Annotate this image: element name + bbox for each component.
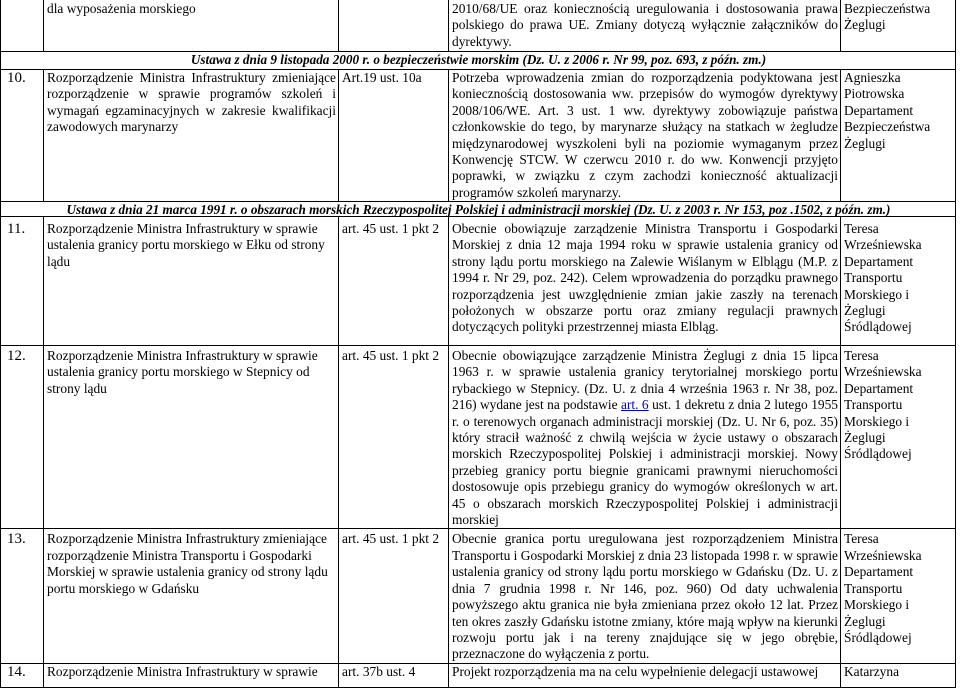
section-header-row — [1, 52, 956, 70]
section-heading: Ustawa z dnia 21 marca 1991 r. o obszarach morskich Rzeczypospolitej Polskiej i administracji morskiej (Dz. U. z 2003 r. Nr 153, poz .1502, z późn. zm.) — [1, 202, 956, 220]
responsible-person: Teresa Wrześniewska Departament Transportu Morskiego i Żeglugi Śródlądowej — [841, 346, 956, 529]
row-number: 10. — [1, 70, 44, 202]
justification: Obecnie granica portu uregulowana jest rozporządzeniem Ministra Transportu i Gospodarki Morskiej z dnia 23 listopada 1998 r. w sprawie ustalenia granicy od strony lądu portu morskiego w Gdańsku (Dz. U. z dnia 7 grudnia 1998 r. Nr 146, poz. 960) Od daty uchwalenia powyższego aktu granica nie była zmieniana przez około 12 lat. Przez ten okres zaszły Gdańsku istotne zmiany, które mają wpływ na kierunki rozwoju portu jak i na tereny znajdujące się w jego obrębie, przeznaczone do wyłączenia z portu. — [449, 529, 841, 663]
row-number — [1, 0, 44, 52]
row-number: 14. — [1, 663, 44, 687]
article-link[interactable]: art. 6 — [620, 397, 649, 413]
justification: 2010/68/UE oraz koniecznością uregulowania i dostosowania prawa polskiego do prawa UE. Zmiany dotyczą wyłącznie załączników do dyrektywy. — [449, 0, 841, 52]
table-row — [1, 529, 956, 663]
legislative-table-lower — [0, 216, 956, 688]
responsible-person: Agnieszka Piotrowska Departament Bezpieczeństwa Żeglugi — [841, 70, 956, 202]
act-title: dla wyposażenia morskiego — [44, 0, 339, 52]
justification: Potrzeba wprowadzenia zmian do rozporządzenia podyktowana jest koniecznością dostosowania ww. przepisów do wymogów dyrektywy 2008/106/WE. Art. 3 ust. 1 ww. dyrektywy zobowiązuje państwa członkowskie do tego, by marynarze służący na statkach w żegludze międzynarodowej wyszkoleni byli na poziomie wymaganym przez Konwencję STCW. W czerwcu 2010 r. do ww. Konwencji przyjęto poprawki, w związku z czym zachodzi konieczność aktualizacji programów szkoleń marynarzy. — [449, 70, 841, 202]
act-title: Rozporządzenie Ministra Infrastruktury w sprawie ustalenia granicy portu morskiego w Ełku od strony lądu — [44, 217, 339, 346]
justification-text: Obecnie obowiązujące zarządzenie Ministra Żeglugi z dnia 15 lipca 1963 r. w sprawie ustalenia granicy terytorialnej morskiego portu rybackiego w Stepnicy. (Dz. U. z dnia 4 września 1963 r. Nr 38, poz. 216) wydane jest na podstawie — [452, 348, 838, 413]
responsible-person: Teresa Wrześniewska Departament Transportu Morskiego i Żeglugi Śródlądowej — [841, 529, 956, 663]
table-row — [1, 70, 956, 202]
legal-basis: art. 45 ust. 1 pkt 2 — [339, 529, 449, 663]
justification-text: ust. 1 dekretu z dnia 2 lutego 1955 r. o terenowych organach administracji morskiej (Dz. U. Nr 6, poz. 35) który stracił ważność z chwilą wejścia w życie ustawy o obszarach morskich Rzeczypospolitej Polskiej i administracji morskiej. Nowy przebieg granicy portu biegnie granicami prawnymi nieruchomości dostosowuje opis przebiegu granicy do wymogów określonych w art. 45 o obszarach morskich Rzeczypospolitej Polskiej i administracji morskiej — [452, 397, 838, 528]
responsible-person: Bezpieczeństwa Żeglugi — [841, 0, 956, 52]
legal-basis: art. 45 ust. 1 pkt 2 — [339, 217, 449, 346]
responsible-person: Katarzyna — [841, 663, 956, 687]
act-title: Rozporządzenie Ministra Infrastruktury w sprawie — [44, 663, 339, 687]
act-title: Rozporządzenie Ministra Infrastruktury zmieniające rozporządzenie w sprawie programów szkoleń i wymagań egzaminacyjnych w zakresie kwalifikacji zawodowych marynarzy — [44, 70, 339, 202]
legal-basis: Art.19 ust. 10a — [339, 70, 449, 202]
justification: Obecnie obowiązuje zarządzenie Ministra Transportu i Gospodarki Morskiej z dnia 12 maja 1994 roku w sprawie ustalenia granicy od strony lądu portu morskiego na Zalewie Wiślanym w Elblągu (M.P. z 1994 r. Nr 29, poz. 242). Celem wprowadzenia do porządku prawnego rozporządzenia jest uwzględnienie zmian jakie zaszły na terenach położonych w obszarze portu oraz zmiany regulacji prawnych dotyczących polityki przestrzennej miasta Elbląg. — [449, 217, 841, 346]
justification — [449, 346, 841, 529]
legal-basis — [339, 0, 449, 52]
legislative-table-upper — [0, 0, 956, 220]
legal-basis: art. 45 ust. 1 pkt 2 — [339, 346, 449, 529]
table-row — [1, 217, 956, 346]
table-row — [1, 346, 956, 529]
act-title: Rozporządzenie Ministra Infrastruktury w sprawie ustalenia granicy portu morskiego w Stepnicy od strony lądu — [44, 346, 339, 529]
responsible-person: Teresa Wrześniewska Departament Transportu Morskiego i Żeglugi Śródlądowej — [841, 217, 956, 346]
section-heading: Ustawa z dnia 9 listopada 2000 r. o bezpieczeństwie morskim (Dz. U. z 2006 r. Nr 99, poz. 693, z późn. zm.) — [1, 52, 956, 70]
row-number: 12. — [1, 346, 44, 529]
justification: Projekt rozporządzenia ma na celu wypełnienie delegacji ustawowej — [449, 663, 841, 687]
row-number: 13. — [1, 529, 44, 663]
act-title: Rozporządzenie Ministra Infrastruktury zmieniające rozporządzenie Ministra Transportu i Gospodarki Morskiej w sprawie ustalenia granicy od strony lądu portu morskiego w Gdańsku — [44, 529, 339, 663]
row-number: 11. — [1, 217, 44, 346]
table-row — [1, 0, 956, 52]
legal-basis: art. 37b ust. 4 — [339, 663, 449, 687]
